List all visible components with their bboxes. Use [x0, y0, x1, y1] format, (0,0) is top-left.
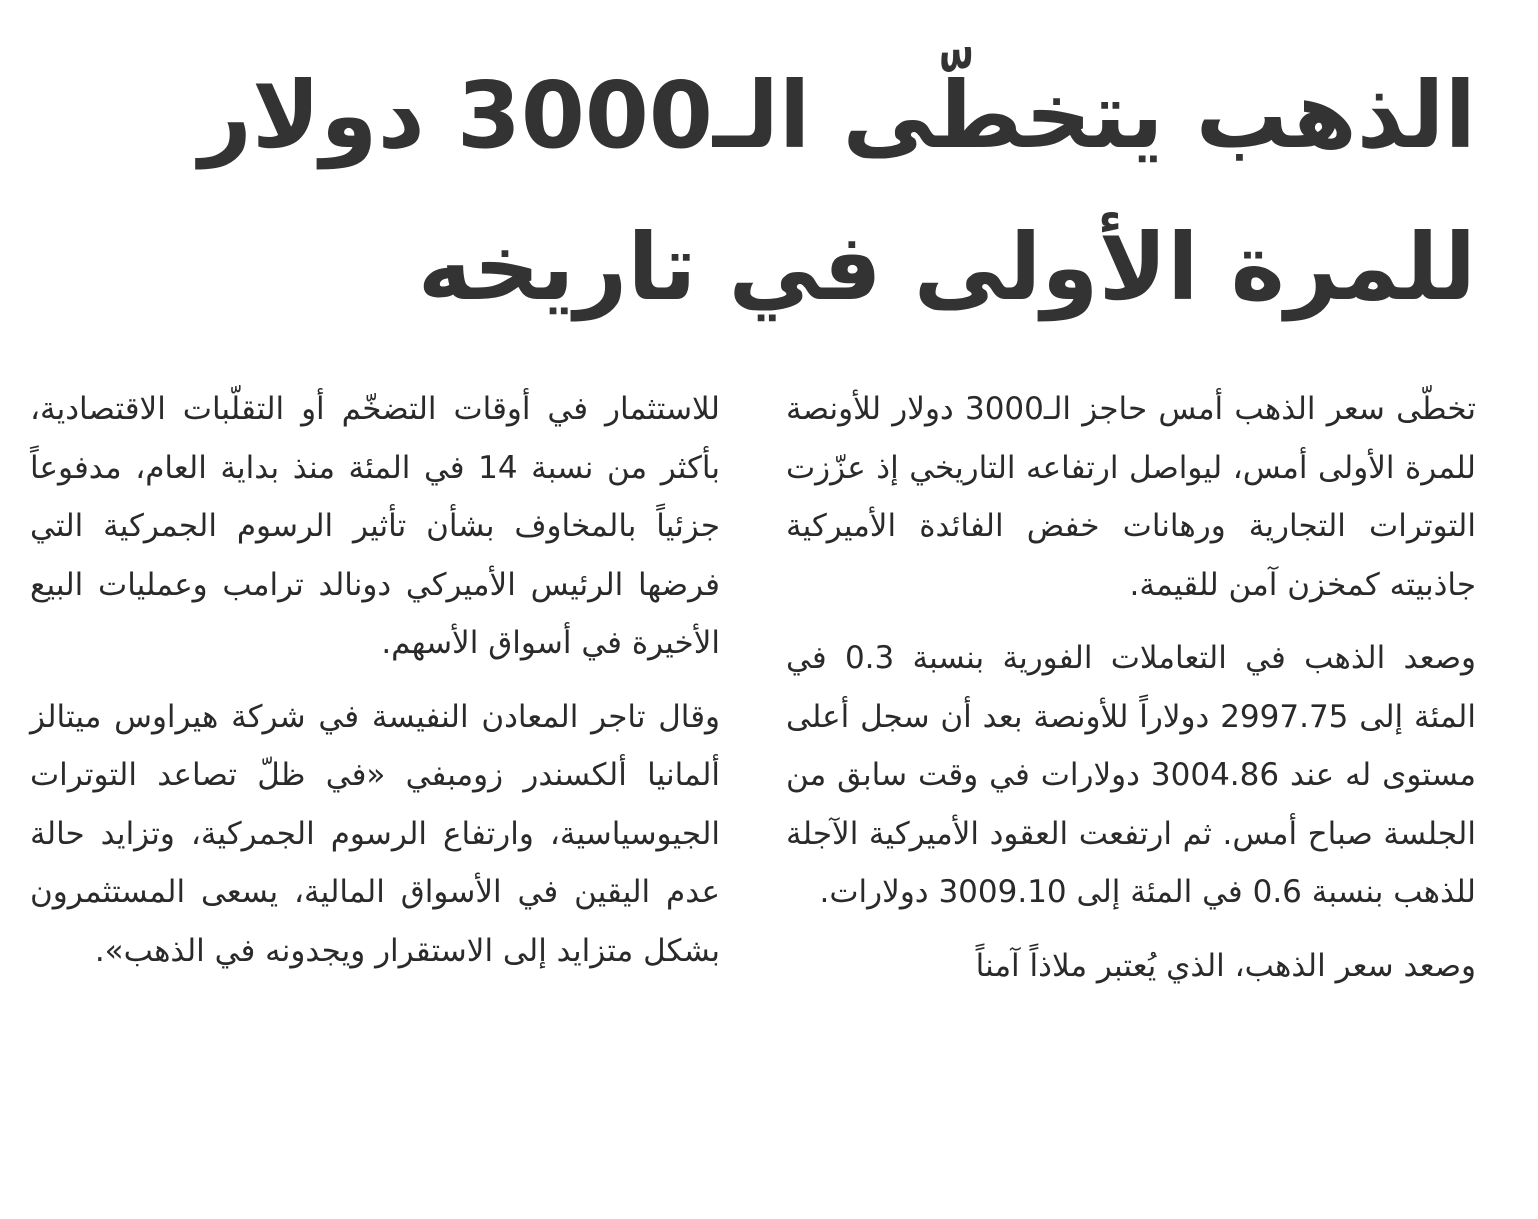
headline-line-2: للمرة الأولى في تاريخه	[417, 214, 1476, 321]
headline-line-1: الذهب يتخطّى الـ3000 دولار	[198, 62, 1476, 169]
paragraph-right-3: وصعد سعر الذهب، الذي يُعتبر ملاذاً آمناً	[975, 947, 1476, 984]
article-headline	[96, 40, 1476, 344]
paragraph-right-1: تخطّى سعر الذهب أمس حاجز الـ3000 دولار للأونصة للمرة الأولى أمس، ليواصل ارتفاعه التاريخي إذ عزّزت التوترات التجارية ورهانات خفض الفائدة الأميركية جاذبيته كمخزن آمن للقيمة.	[786, 391, 1476, 603]
article-column-left	[30, 380, 720, 995]
article-column-right	[786, 380, 1476, 1010]
paragraph-right-2: وصعد الذهب في التعاملات الفورية بنسبة 0.3 في المئة إلى 2997.75 دولاراً للأونصة بعد أن سجل أعلى مستوى له عند 3004.86 دولارات في وقت سابق من الجلسة صباح أمس. ثم ارتفعت العقود الأميركية الآجلة للذهب بنسبة 0.6 في المئة إلى 3009.10 دولارات.	[786, 640, 1476, 910]
paragraph-left-2: وقال تاجر المعادن النفيسة في شركة هيراوس ميتالز ألمانيا ألكسندر زومبفي «في ظلّ تصاعد التوترات الجيوسياسية، وارتفاع الرسوم الجمركية، وتزايد حالة عدم اليقين في الأسواق المالية، يسعى المستثمرون بشكل متزايد إلى الاستقرار ويجدونه في الذهب».	[30, 698, 720, 969]
paragraph-left-1: للاستثمار في أوقات التضخّم أو التقلّبات الاقتصادية، بأكثر من نسبة 14 في المئة منذ بداية العام، مدفوعاً جزئياً بالمخاوف بشأن تأثير الرسوم الجمركية التي فرضها الرئيس الأميركي دونالد ترامب وعمليات البيع الأخيرة في أسواق الأسهم.	[30, 391, 720, 661]
